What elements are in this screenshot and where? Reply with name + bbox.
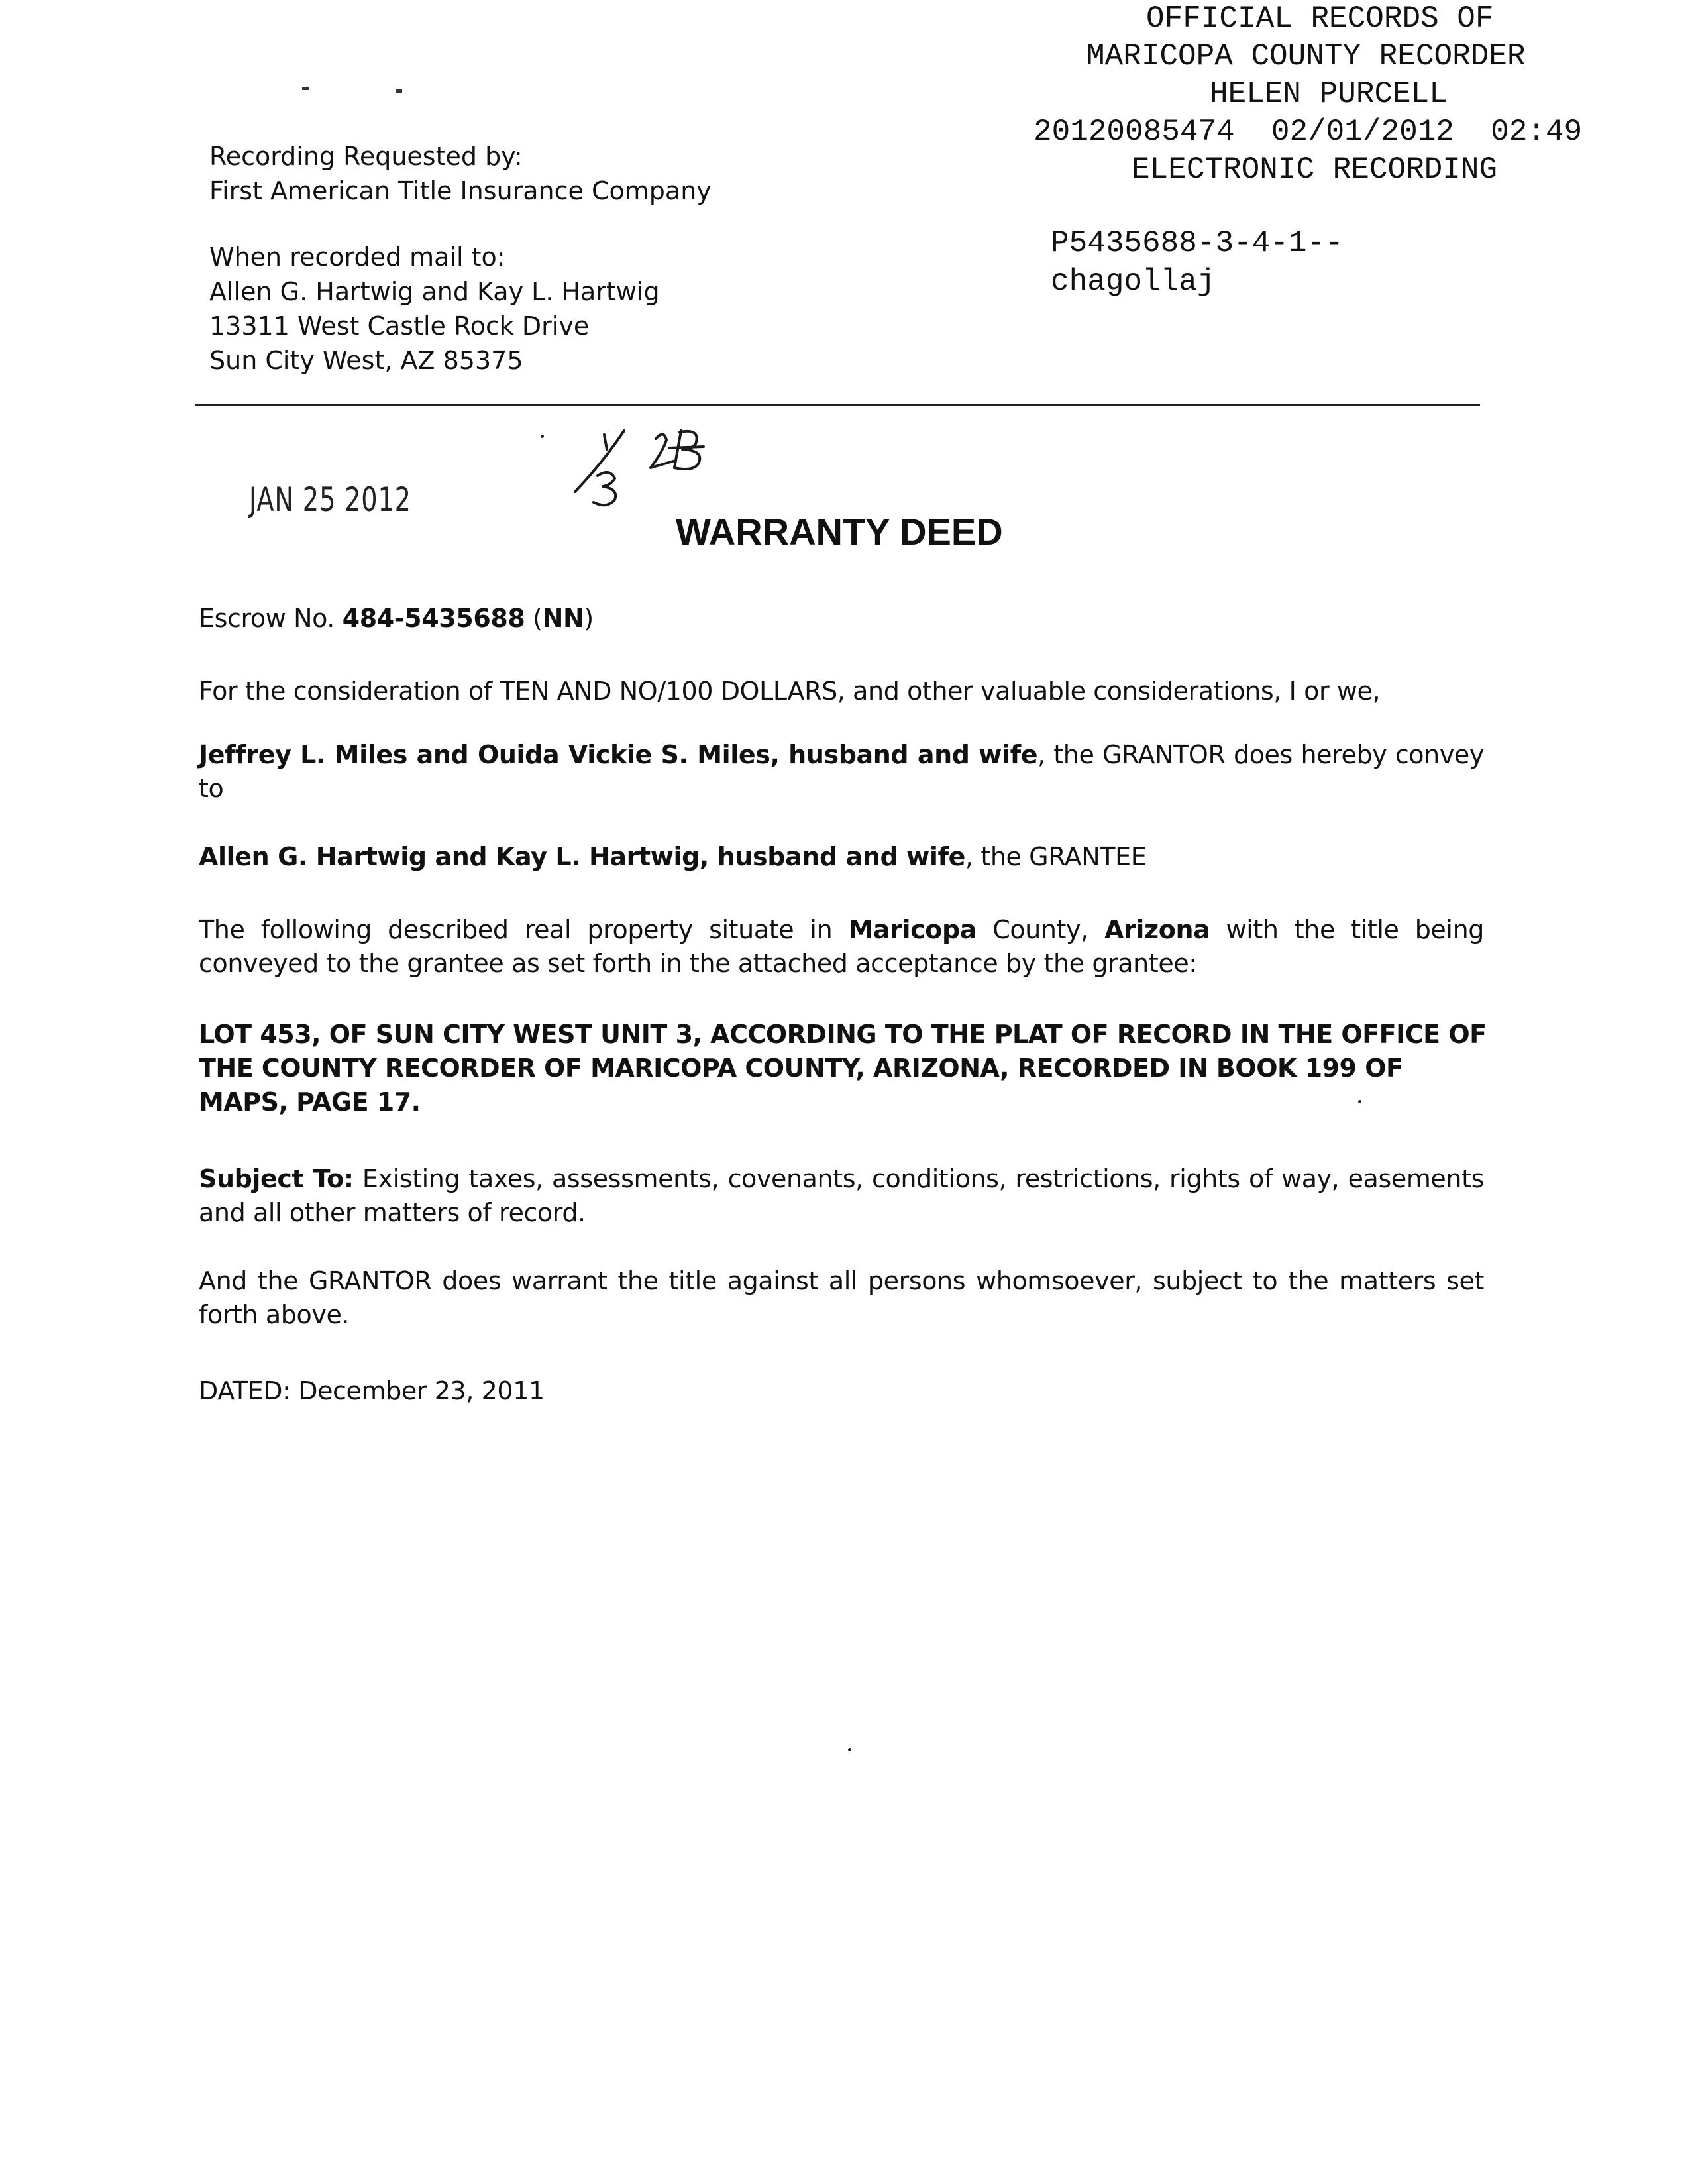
consideration-paragraph: For the consideration of TEN AND NO/100 DOLLARS, and other valuable considerations, I or we, [199, 677, 1381, 706]
property-county: Maricopa [848, 915, 977, 944]
escrow-label: Escrow No. [199, 604, 343, 633]
legal-description: LOT 453, OF SUN CITY WEST UNIT 3, ACCORDING TO THE PLAT OF RECORD IN THE OFFICE OF THE COUNTY RECORDER OF MARICOPA COUNTY, ARIZONA, RECORDED IN BOOK 199 OF MAPS, PAGE 17. [199, 1020, 1487, 1117]
escrow-number: 484-5435688 [342, 604, 525, 633]
scan-mark [396, 89, 402, 93]
subject-to-paragraph [199, 1162, 1484, 1230]
escrow-suffix: (NN) [533, 604, 594, 633]
recording-requested-label: Recording Requested by: [209, 142, 523, 171]
warranty-paragraph: And the GRANTOR does warrant the title against all persons whomsoever, subject to the matters set forth above. [199, 1266, 1484, 1329]
grantor-names: Jeffrey L. Miles and Ouida Vickie S. Miles, husband and wife [199, 740, 1038, 769]
mail-to-block [209, 240, 660, 378]
recorder-line-1: OFFICIAL RECORDS OF [1146, 1, 1494, 36]
clerk-id: chagollaj [1051, 264, 1216, 299]
recording-number-date-time: 20120085474 02/01/2012 02:49 [1034, 115, 1583, 149]
property-state: Arizona [1104, 915, 1210, 944]
mail-to-street: 13311 West Castle Rock Drive [209, 311, 590, 341]
property-text-3: with the title being conveyed to the grantee as set forth in the attached acceptance by the grantee: [199, 915, 1484, 978]
escrow-line [199, 602, 1484, 635]
scan-dot [541, 435, 544, 438]
grantee-text: , the GRANTEE [965, 842, 1147, 871]
grantor-paragraph [199, 738, 1484, 806]
document-title: WARRANTY DEED [676, 511, 1003, 553]
grantee-paragraph [199, 840, 1484, 874]
reference-code: P5435688-3-4-1-- [1051, 226, 1344, 260]
scan-dot [848, 1748, 851, 1751]
recorder-header [1034, 0, 1696, 189]
property-text-2: County, [976, 915, 1105, 944]
subject-to-label: Subject To: [199, 1164, 354, 1193]
scan-mark [302, 87, 309, 90]
mail-to-name: Allen G. Hartwig and Kay L. Hartwig [209, 277, 660, 306]
recorder-line-3: HELEN PURCELL [1210, 77, 1448, 111]
recorder-line-5: ELECTRONIC RECORDING [1132, 152, 1498, 187]
recording-requested-block [209, 139, 712, 208]
subject-to-text: Existing taxes, assessments, covenants, conditions, restrictions, rights of way, easements and all other matters of record. [199, 1164, 1484, 1227]
handwritten-note [563, 421, 735, 514]
property-paragraph [199, 913, 1484, 981]
received-date-stamp: JAN 25 2012 [249, 480, 411, 519]
grantor-text: , the GRANTOR does hereby convey to [199, 740, 1484, 803]
property-text-1: The following described real property situate in [199, 915, 849, 944]
header-divider [195, 404, 1480, 406]
mail-to-label: When recorded mail to: [209, 243, 505, 272]
dated-line: DATED: December 23, 2011 [199, 1376, 545, 1405]
recording-requested-company: First American Title Insurance Company [209, 176, 712, 205]
recording-reference [1051, 224, 1344, 301]
recorder-line-2: MARICOPA COUNTY RECORDER [1086, 39, 1526, 74]
grantee-names: Allen G. Hartwig and Kay L. Hartwig, husband and wife [199, 842, 965, 871]
mail-to-city: Sun City West, AZ 85375 [209, 346, 523, 375]
